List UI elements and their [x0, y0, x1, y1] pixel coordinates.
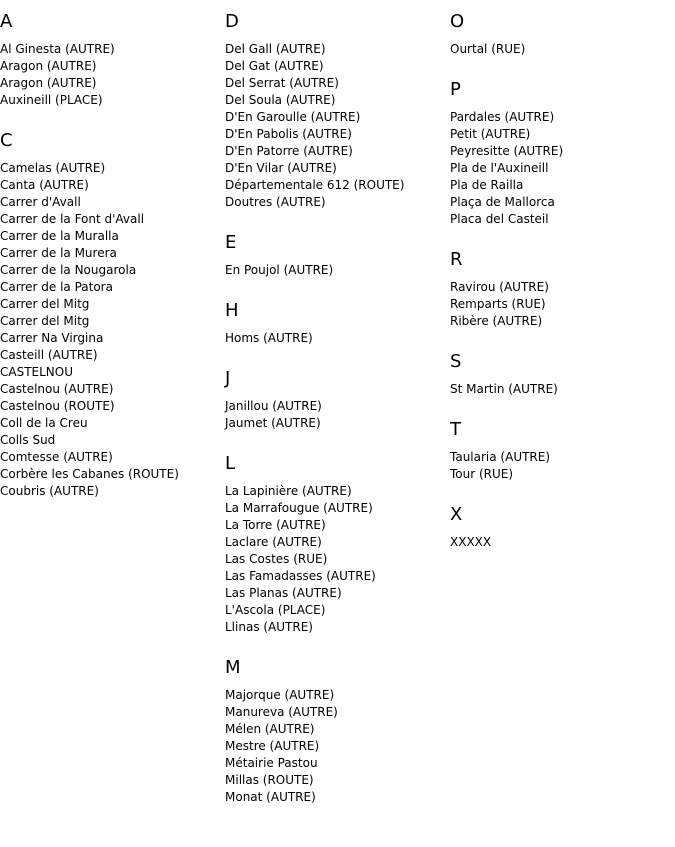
street-item[interactable]: Mélen (AUTRE) — [225, 722, 315, 736]
street-item[interactable]: Las Planas (AUTRE) — [225, 586, 342, 600]
section-e — [225, 232, 445, 279]
section-letter: T — [450, 419, 461, 440]
street-item[interactable]: Départementale 612 (ROUTE) — [225, 178, 405, 192]
street-item[interactable]: D'En Pabolis (AUTRE) — [225, 127, 352, 141]
street-item[interactable]: La Lapinière (AUTRE) — [225, 484, 352, 498]
street-item[interactable]: Carrer de la Patora — [0, 280, 113, 294]
section-letter: X — [450, 504, 463, 525]
section-a — [0, 11, 220, 109]
street-item[interactable]: Del Serrat (AUTRE) — [225, 76, 339, 90]
street-item[interactable]: Castelnou (ROUTE) — [0, 399, 115, 413]
street-item[interactable]: Taularia (AUTRE) — [450, 450, 551, 464]
street-item[interactable]: Pardales (AUTRE) — [450, 110, 555, 124]
street-item[interactable]: Peyresitte (AUTRE) — [450, 144, 564, 158]
street-item[interactable]: Doutres (AUTRE) — [225, 195, 326, 209]
street-item[interactable]: Las Famadasses (AUTRE) — [225, 569, 376, 583]
section-letter: A — [0, 11, 13, 32]
street-item[interactable]: Carrer Na Virgina — [0, 331, 104, 345]
street-item[interactable]: Janillou (AUTRE) — [225, 399, 322, 413]
street-item[interactable]: Millas (ROUTE) — [225, 773, 314, 787]
street-item[interactable]: Las Costes (RUE) — [225, 552, 328, 566]
street-item[interactable]: Monat (AUTRE) — [225, 790, 316, 804]
street-item[interactable]: Majorque (AUTRE) — [225, 688, 335, 702]
section-c — [0, 130, 220, 500]
street-item[interactable]: Carrer d'Avall — [0, 195, 81, 209]
column-3 — [450, 11, 670, 572]
street-item[interactable]: Laclare (AUTRE) — [225, 535, 322, 549]
section-letter: P — [450, 79, 461, 100]
street-list — [225, 398, 445, 432]
section-l — [225, 453, 445, 636]
street-list — [450, 449, 670, 483]
street-item[interactable]: Del Gall (AUTRE) — [225, 42, 326, 56]
street-list — [450, 41, 670, 58]
street-item[interactable]: Del Gat (AUTRE) — [225, 59, 324, 73]
street-item[interactable]: Comtesse (AUTRE) — [0, 450, 113, 464]
street-item[interactable]: St Martin (AUTRE) — [450, 382, 558, 396]
street-item[interactable]: Casteill (AUTRE) — [0, 348, 98, 362]
street-item[interactable]: D'En Garoulle (AUTRE) — [225, 110, 361, 124]
street-list — [0, 160, 220, 500]
street-list — [225, 330, 445, 347]
street-list — [225, 687, 445, 806]
street-item[interactable]: En Poujol (AUTRE) — [225, 263, 334, 277]
section-letter: R — [450, 249, 463, 270]
street-item[interactable]: Coll de la Creu — [0, 416, 88, 430]
street-list — [225, 41, 445, 211]
section-s — [450, 351, 670, 398]
section-h — [225, 300, 445, 347]
column-1 — [0, 11, 220, 521]
section-t — [450, 419, 670, 483]
section-x — [450, 504, 670, 551]
street-item[interactable]: Ourtal (RUE) — [450, 42, 526, 56]
section-letter: D — [225, 11, 239, 32]
street-item[interactable]: Plaça de Mallorca — [450, 195, 555, 209]
section-m — [225, 657, 445, 806]
street-item[interactable]: Mestre (AUTRE) — [225, 739, 320, 753]
street-item[interactable]: Carrer de la Font d'Avall — [0, 212, 145, 226]
street-item[interactable]: Llinas (AUTRE) — [225, 620, 313, 634]
section-letter: L — [225, 453, 236, 474]
section-j — [225, 368, 445, 432]
street-item[interactable]: La Marrafougue (AUTRE) — [225, 501, 373, 515]
street-item[interactable]: Pla de Railla — [450, 178, 524, 192]
street-list — [450, 381, 670, 398]
column-2 — [225, 11, 445, 827]
street-item[interactable]: Petit (AUTRE) — [450, 127, 531, 141]
street-item[interactable]: Jaumet (AUTRE) — [225, 416, 321, 430]
street-item[interactable]: Ribère (AUTRE) — [450, 314, 543, 328]
street-list — [225, 262, 445, 279]
street-item[interactable]: Aragon (AUTRE) — [0, 76, 97, 90]
street-item[interactable]: XXXXX — [450, 535, 492, 549]
street-item[interactable]: Colls Sud — [0, 433, 56, 447]
street-item[interactable]: D'En Vilar (AUTRE) — [225, 161, 337, 175]
street-item[interactable]: Al Ginesta (AUTRE) — [0, 42, 115, 56]
section-letter: E — [225, 232, 237, 253]
section-r — [450, 249, 670, 330]
section-letter: C — [0, 130, 13, 151]
street-item[interactable]: Ravirou (AUTRE) — [450, 280, 549, 294]
street-item[interactable]: Remparts (RUE) — [450, 297, 546, 311]
section-letter: M — [225, 657, 241, 678]
street-list — [450, 109, 670, 228]
street-item[interactable]: Carrer de la Nougarola — [0, 263, 137, 277]
street-item[interactable]: Métairie Pastou — [225, 756, 318, 770]
street-item[interactable]: Tour (RUE) — [450, 467, 514, 481]
street-list — [225, 483, 445, 636]
street-item[interactable]: Canta (AUTRE) — [0, 178, 89, 192]
street-item[interactable]: D'En Patorre (AUTRE) — [225, 144, 353, 158]
street-item[interactable]: Homs (AUTRE) — [225, 331, 313, 345]
street-item[interactable]: Corbère les Cabanes (ROUTE) — [0, 467, 179, 481]
section-d — [225, 11, 445, 211]
street-item[interactable]: La Torre (AUTRE) — [225, 518, 326, 532]
street-item[interactable]: Camelas (AUTRE) — [0, 161, 106, 175]
section-p — [450, 79, 670, 228]
street-list — [450, 534, 670, 551]
section-o — [450, 11, 670, 58]
street-item[interactable]: CASTELNOU — [0, 365, 74, 379]
street-item[interactable]: L'Ascola (PLACE) — [225, 603, 326, 617]
street-item[interactable]: Del Soula (AUTRE) — [225, 93, 336, 107]
section-letter: H — [225, 300, 239, 321]
section-letter: S — [450, 351, 462, 372]
street-item[interactable]: Castelnou (AUTRE) — [0, 382, 114, 396]
street-item[interactable]: Carrer del Mitg — [0, 314, 90, 328]
section-letter: O — [450, 11, 465, 32]
street-item[interactable]: Auxineill (PLACE) — [0, 93, 103, 107]
section-letter: J — [225, 368, 231, 389]
street-item[interactable]: Carrer de la Murera — [0, 246, 117, 260]
street-item[interactable]: Pla de l'Auxineill — [450, 161, 549, 175]
street-list — [0, 41, 220, 109]
street-item[interactable]: Coubris (AUTRE) — [0, 484, 99, 498]
street-item[interactable]: Placa del Casteil — [450, 212, 549, 226]
street-item[interactable]: Carrer del Mitg — [0, 297, 90, 311]
street-item[interactable]: Carrer de la Muralla — [0, 229, 119, 243]
street-list — [450, 279, 670, 330]
street-item[interactable]: Aragon (AUTRE) — [0, 59, 97, 73]
street-item[interactable]: Manureva (AUTRE) — [225, 705, 338, 719]
